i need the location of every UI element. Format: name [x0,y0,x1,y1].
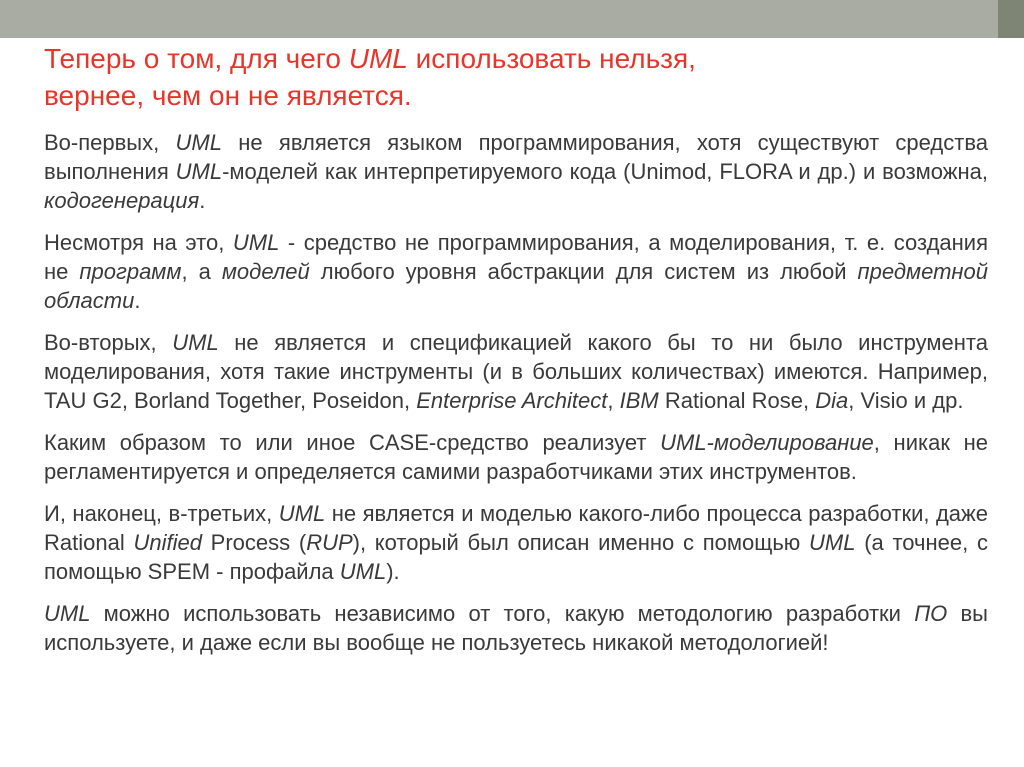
paragraph-nevertheless: Несмотря на это, UML - средство не программирования, а моделирования, т. е. создания не программ, а моделей любого уровня абстракции для систем из любой предметной области. [44,230,989,313]
title-line: вернее, чем он не является. [44,80,412,111]
italic-term: предметной области [44,259,989,313]
italic-term: UML [278,501,326,526]
paragraph-first: Во-первых, UML не является языком программирования, хотя существуют средства выполнения UML-моделей как интерпретируемого кода (Unimod, FLORA и др.) и возможна, кодогенерация. [44,130,989,213]
italic-term: UML [809,530,856,555]
italic-term: моделей [221,259,310,284]
italic-term: Dia [815,388,849,413]
paragraph-second: Во-вторых, UML не является и спецификацией какого бы то ни было инструмента моделирования, хотя такие инструменты (и в больших количествах) имеются. Например, TAU G2, Borland Together, Poseidon, Enterprise Architect, IBM Rational Rose, Dia, Visio и др. [44,330,988,413]
italic-term: UML-моделирование [660,430,874,455]
italic-term: UML [348,43,408,74]
italic-term: UML [175,130,222,155]
italic-term: ПО [914,601,948,626]
paragraph-case-tools: Каким образом то или иное CASE-средство реализует UML-моделирование, никак не регламентируется и определяется самими разработчиками этих инструментов. [44,430,988,484]
italic-term: кодогенерация [44,188,200,213]
italic-term: UML [172,330,219,355]
title-line: Теперь о том, для чего UML использовать нельзя, [44,43,696,74]
italic-term: программ [79,259,182,284]
paragraph-third: И, наконец, в-третьих, UML не является и моделью какого-либо процесса разработки, даже Rational Unified Process (RUP), который был описан именно с помощью UML (а точнее, с помощью SPEM - профайла UML). [44,501,988,584]
slide-body [44,128,988,657]
italic-term: IBM [619,388,659,413]
italic-term: Unified [133,530,202,555]
italic-term: UML [44,601,91,626]
slide-title [44,40,984,114]
italic-term: Enterprise Architect [416,388,608,413]
italic-term: UML [232,230,280,255]
italic-term: RUP [306,530,353,555]
top-bar-accent [998,0,1024,38]
paragraph-methodology: UML можно использовать независимо от того, какую методологию разработки ПО вы используете, и даже если вы вообще не пользуетесь никакой методологией! [44,601,988,655]
italic-term: UML [175,159,223,184]
italic-term: UML [339,559,387,584]
top-bar [0,0,1024,38]
